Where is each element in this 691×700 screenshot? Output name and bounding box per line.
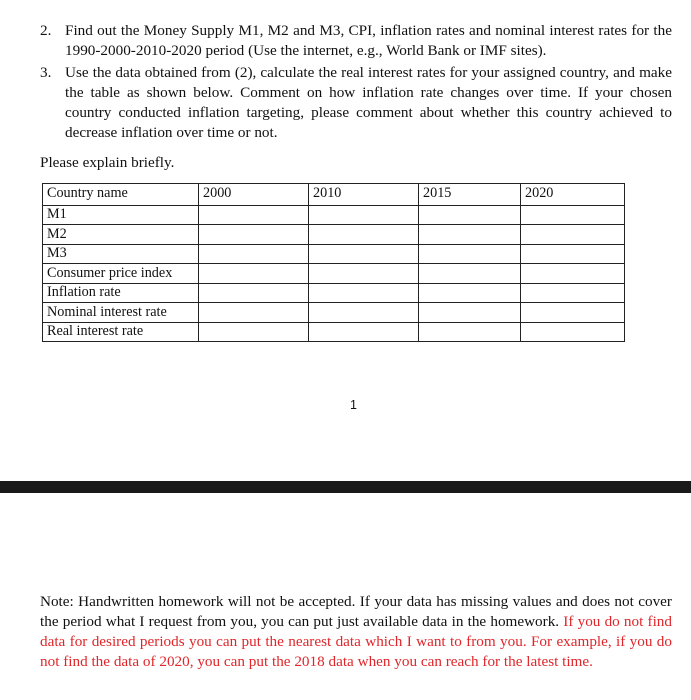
table-cell — [199, 244, 309, 264]
table-cell — [521, 322, 625, 342]
table-row — [43, 264, 625, 284]
question-item — [40, 63, 672, 143]
table-cell — [309, 322, 419, 342]
table-cell — [309, 225, 419, 245]
table-cell — [521, 205, 625, 225]
table-row — [43, 225, 625, 245]
table-cell — [419, 225, 521, 245]
table-row — [43, 303, 625, 323]
header-cell-year: 2000 — [199, 184, 309, 206]
question-list — [40, 21, 672, 145]
table-row — [43, 322, 625, 342]
table-cell — [419, 205, 521, 225]
table-cell — [199, 264, 309, 284]
table-cell — [199, 303, 309, 323]
table-cell — [419, 322, 521, 342]
table-cell — [199, 283, 309, 303]
table-cell — [309, 303, 419, 323]
table-cell — [199, 322, 309, 342]
row-label: Inflation rate — [43, 283, 199, 303]
table-cell — [521, 303, 625, 323]
header-cell-year: 2020 — [521, 184, 625, 206]
table-row — [43, 283, 625, 303]
explain-instruction: Please explain briefly. — [40, 154, 175, 171]
table-cell — [309, 244, 419, 264]
question-text: Use the data obtained from (2), calculate the real interest rates for your assigned country, and make the table as shown below. Comment on how inflation rate changes over time. If your chosen country conducted inflation targeting, please comment about whether this country achieved to decrease inflation over time or not. — [65, 64, 672, 141]
row-label: Nominal interest rate — [43, 303, 199, 323]
row-label: Consumer price index — [43, 264, 199, 284]
table-cell — [521, 283, 625, 303]
table-cell — [419, 244, 521, 264]
table-cell — [521, 244, 625, 264]
note-paragraph — [40, 592, 672, 672]
table-cell — [199, 205, 309, 225]
row-label: Real interest rate — [43, 322, 199, 342]
question-number: 2. — [40, 22, 52, 39]
row-label: M1 — [43, 205, 199, 225]
question-number: 3. — [40, 64, 52, 81]
table-cell — [309, 264, 419, 284]
question-item — [40, 21, 672, 61]
table-cell — [521, 264, 625, 284]
table-row — [43, 205, 625, 225]
table-cell — [419, 283, 521, 303]
note-highlight: If you do not find data for desired periods you can put the nearest data which I want to from you. For example, if you do not find the data of 2020, you can put the 2018 data when you can reach for the latest time. — [40, 613, 672, 670]
table-cell — [419, 264, 521, 284]
table-cell — [419, 303, 521, 323]
header-cell-year: 2010 — [309, 184, 419, 206]
table-cell — [309, 205, 419, 225]
question-text: Find out the Money Supply M1, M2 and M3, CPI, inflation rates and nominal interest rates for the 1990-2000-2010-2020 period (Use the internet, e.g., World Bank or IMF sites). — [65, 22, 672, 59]
table-cell — [309, 283, 419, 303]
row-label: M2 — [43, 225, 199, 245]
note-text: Note: Handwritten homework will not be accepted. If your data has missing values and does not cover the period what I request from you, you can put just available data in the homework. — [40, 593, 672, 630]
page-separator — [0, 481, 691, 493]
header-cell-country: Country name — [43, 184, 199, 206]
table-header-row — [43, 184, 625, 206]
row-label: M3 — [43, 244, 199, 264]
table-row — [43, 244, 625, 264]
table-cell — [521, 225, 625, 245]
data-table — [42, 183, 625, 342]
page-number: 1 — [350, 398, 357, 412]
header-cell-year: 2015 — [419, 184, 521, 206]
table-cell — [199, 225, 309, 245]
